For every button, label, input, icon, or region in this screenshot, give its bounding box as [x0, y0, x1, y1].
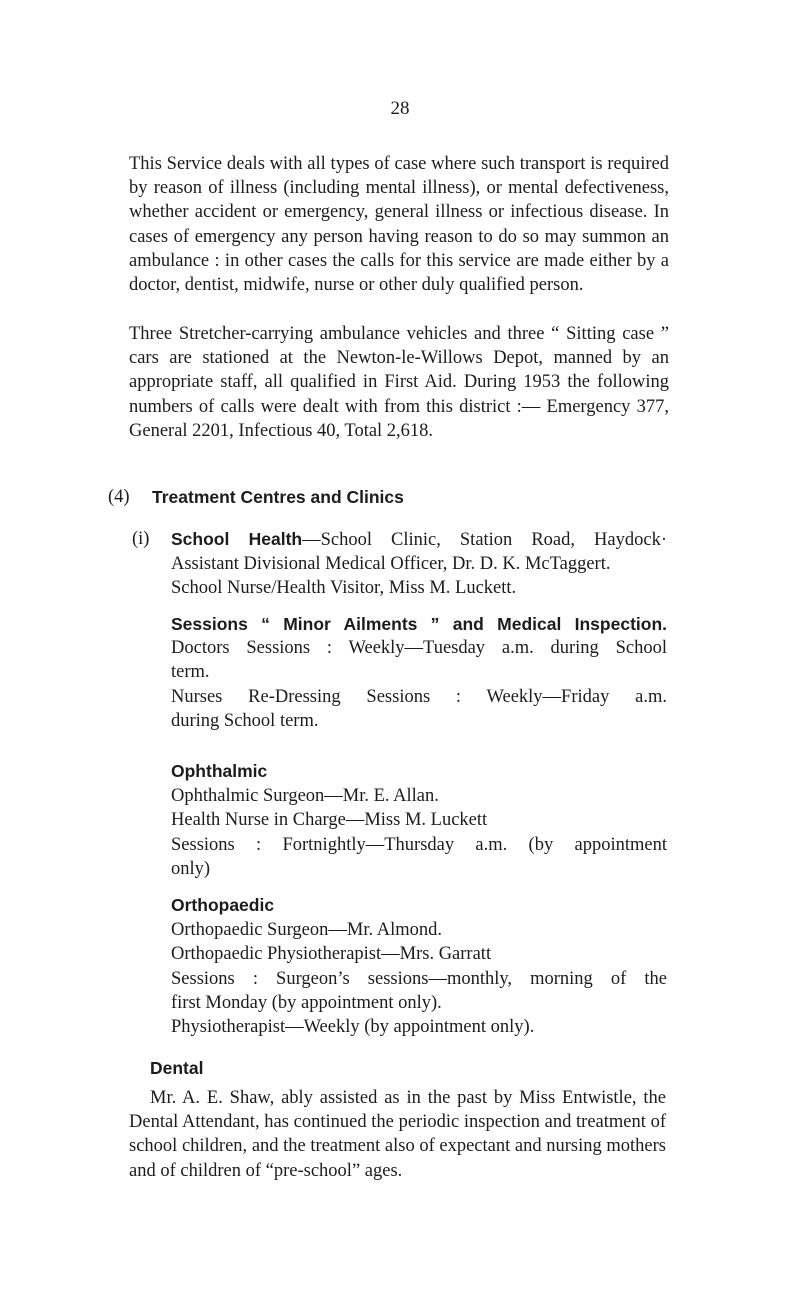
- school-health-line-1: [171, 527, 667, 552]
- ambulance-vehicles-paragraph: [129, 322, 669, 443]
- dental-text: Mr. A. E. Shaw, ably assisted as in the past by Miss Entwistle, the Dental Attendant, has continued the periodic inspection and treatment of school children, and the treatment also of expectant and nursing mothers and of children of “pre-school” ages.: [129, 1088, 666, 1181]
- section-number: (4): [108, 487, 130, 507]
- doctors-sessions-line-1: Doctors Sessions : Weekly—Tuesday a.m. during School: [171, 638, 667, 659]
- ambulance-service-text: This Service deals with all types of case where such transport is required by reason of illness (including mental illness), or mental defectiveness, whether accident or emergency, general illness or infectious disease. In cases of emergency any person having reason to do so may summon an ambulance : in other cases the calls for this service are made either by a doctor, dentist, midwife, nurse or other duly qualified person.: [129, 154, 669, 296]
- section-heading: Treatment Centres and Clinics: [152, 487, 404, 507]
- ophthalmic-block: [171, 759, 667, 881]
- ambulance-service-paragraph: [129, 152, 669, 297]
- nurses-sessions-line-1: Nurses Re-Dressing Sessions : Weekly—Friday a.m.: [171, 686, 667, 707]
- orthopaedic-surgeon: Orthopaedic Surgeon—Mr. Almond.: [171, 920, 442, 941]
- ophthalmic-sessions-line-1: Sessions : Fortnightly—Thursday a.m. (by appointment: [171, 834, 667, 855]
- page-number: 28: [390, 98, 410, 119]
- ophthalmic-sessions-line-2: only): [171, 858, 211, 879]
- subsection-number: (i): [132, 529, 150, 549]
- orthopaedic-heading: Orthopaedic: [171, 895, 275, 915]
- school-health-location: —School Clinic, Station Road, Haydock·: [302, 530, 667, 550]
- physiotherapist-sessions: Physiotherapist—Weekly (by appointment only).: [171, 1017, 535, 1038]
- school-health-block: [171, 527, 667, 601]
- orthopaedic-physiotherapist: Orthopaedic Physiotherapist—Mrs. Garratt: [171, 944, 492, 965]
- doctors-sessions-line-2: term.: [171, 662, 210, 683]
- orthopaedic-block: [171, 893, 667, 1039]
- ophthalmic-heading: Ophthalmic: [171, 761, 268, 781]
- ambulance-vehicles-text: Three Stretcher-carrying ambulance vehicles and three “ Sitting case ” cars are stationed at the Newton-le-Willows Depot, manned by an appropriate staff, all qualified in First Aid. During 1953 the following numbers of calls were dealt with from this district :— Emergency 377, General 2201, Infectious 40, Total 2,618.: [129, 324, 669, 441]
- orthopaedic-sessions-line-2: first Monday (by appointment only).: [171, 992, 442, 1013]
- ophthalmic-surgeon: Ophthalmic Surgeon—Mr. E. Allan.: [171, 786, 439, 807]
- school-health-nurse: School Nurse/Health Visitor, Miss M. Luckett.: [171, 578, 517, 599]
- orthopaedic-sessions-line-1: Sessions : Surgeon’s sessions—monthly, morning of the: [171, 968, 667, 989]
- sessions-heading: Sessions “ Minor Ailments ” and Medical Inspection.: [171, 614, 667, 634]
- nurses-sessions-line-2: during School term.: [171, 710, 319, 731]
- dental-paragraph: [129, 1086, 666, 1183]
- school-health-title: School Health: [171, 529, 303, 549]
- school-health-officer: Assistant Divisional Medical Officer, Dr. D. K. McTaggert.: [171, 554, 611, 575]
- ophthalmic-nurse: Health Nurse in Charge—Miss M. Luckett: [171, 810, 488, 831]
- dental-heading: Dental: [150, 1058, 204, 1078]
- sessions-block: [171, 612, 667, 733]
